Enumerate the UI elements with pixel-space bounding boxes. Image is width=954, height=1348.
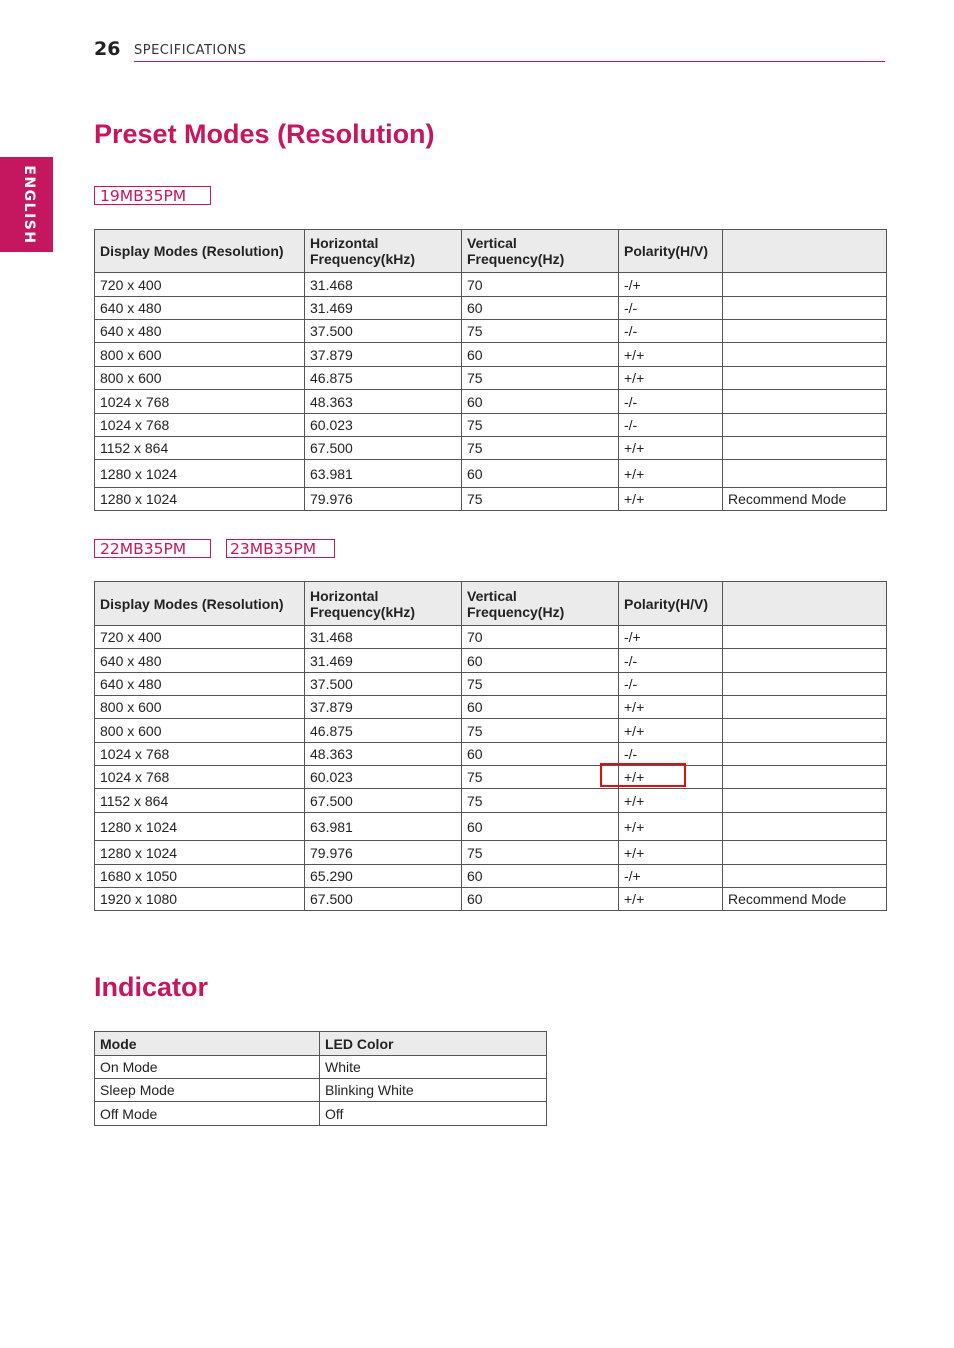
table-cell: 1280 x 1024 xyxy=(95,460,305,488)
table-cell: 800 x 600 xyxy=(95,696,305,719)
preset-modes-table-22-23mb35pm xyxy=(94,581,887,911)
table-cell: 1280 x 1024 xyxy=(95,813,305,841)
table-cell xyxy=(723,743,887,766)
table-row xyxy=(95,813,887,841)
table-cell: 79.976 xyxy=(305,841,462,865)
table-row xyxy=(95,888,887,911)
table-cell: -/- xyxy=(619,390,723,414)
table-cell xyxy=(723,320,887,343)
indicator-title: Indicator xyxy=(94,972,209,1002)
table-cell xyxy=(723,390,887,414)
table-cell: 75 xyxy=(462,320,619,343)
table-cell: 75 xyxy=(462,488,619,511)
table-cell: 720 x 400 xyxy=(95,626,305,649)
table-row xyxy=(95,841,887,865)
table-cell: 48.363 xyxy=(305,390,462,414)
highlight-box xyxy=(600,763,686,787)
indicator-table xyxy=(94,1031,547,1126)
table-cell: 1680 x 1050 xyxy=(95,865,305,888)
model-tag-22mb35pm: 22MB35PM xyxy=(94,539,211,558)
language-tab-label: ENGLISH xyxy=(21,165,37,245)
table-row xyxy=(95,414,887,437)
table-header-row xyxy=(95,582,887,626)
table-cell: -/+ xyxy=(619,626,723,649)
table-cell: 640 x 480 xyxy=(95,297,305,320)
table-cell xyxy=(723,343,887,367)
table-cell: +/+ xyxy=(619,888,723,911)
table-cell: 60.023 xyxy=(305,414,462,437)
table-cell: 67.500 xyxy=(305,789,462,813)
table-cell xyxy=(723,841,887,865)
table-row xyxy=(95,460,887,488)
table-row xyxy=(95,367,887,390)
col-horizontal-frequency: Horizontal Frequency(kHz) xyxy=(305,582,462,626)
language-tab xyxy=(0,157,53,252)
table-cell xyxy=(723,719,887,743)
header-divider xyxy=(134,61,885,62)
table-row xyxy=(95,673,887,696)
table-cell: 1024 x 768 xyxy=(95,743,305,766)
page-number: 26 xyxy=(94,38,121,60)
table-cell xyxy=(723,865,887,888)
preset-modes-table-19mb35pm xyxy=(94,229,887,511)
table-cell: 63.981 xyxy=(305,460,462,488)
table-cell xyxy=(723,673,887,696)
col-polarity: Polarity(H/V) xyxy=(619,230,723,273)
table-cell xyxy=(723,626,887,649)
table-cell: White xyxy=(320,1056,547,1079)
table-cell: -/- xyxy=(619,649,723,673)
table-cell: 1280 x 1024 xyxy=(95,488,305,511)
table-cell xyxy=(723,297,887,320)
table-body xyxy=(95,626,887,911)
table-cell xyxy=(723,437,887,460)
table-row xyxy=(95,488,887,511)
table-row xyxy=(95,1102,547,1126)
table-cell: 46.875 xyxy=(305,719,462,743)
table-cell: 67.500 xyxy=(305,437,462,460)
table-cell: 31.468 xyxy=(305,273,462,297)
table-cell: 65.290 xyxy=(305,865,462,888)
table-cell: 70 xyxy=(462,626,619,649)
table-cell: 75 xyxy=(462,841,619,865)
table-cell xyxy=(723,766,887,789)
table-cell: 640 x 480 xyxy=(95,649,305,673)
table-cell: 48.363 xyxy=(305,743,462,766)
table-cell xyxy=(723,649,887,673)
table-cell xyxy=(723,273,887,297)
table-cell xyxy=(723,696,887,719)
table-row xyxy=(95,437,887,460)
table-cell: 37.500 xyxy=(305,320,462,343)
table-cell: 1152 x 864 xyxy=(95,437,305,460)
table-row xyxy=(95,297,887,320)
table-cell: Off xyxy=(320,1102,547,1126)
table-row xyxy=(95,766,887,789)
table-cell: 75 xyxy=(462,766,619,789)
table-cell: +/+ xyxy=(619,766,723,789)
table-cell: 800 x 600 xyxy=(95,719,305,743)
model-tag-23mb35pm: 23MB35PM xyxy=(226,539,335,558)
col-polarity: Polarity(H/V) xyxy=(619,582,723,626)
table-cell: 1024 x 768 xyxy=(95,766,305,789)
table-cell: +/+ xyxy=(619,841,723,865)
table-cell: 75 xyxy=(462,789,619,813)
table-row xyxy=(95,343,887,367)
table-cell: 75 xyxy=(462,673,619,696)
table-cell: 60 xyxy=(462,649,619,673)
table-cell: 70 xyxy=(462,273,619,297)
table-cell: +/+ xyxy=(619,813,723,841)
table-row xyxy=(95,1056,547,1079)
table-cell: 720 x 400 xyxy=(95,273,305,297)
table-cell: 37.879 xyxy=(305,343,462,367)
table-header-row xyxy=(95,1032,547,1056)
table-cell: 1920 x 1080 xyxy=(95,888,305,911)
table-cell: -/- xyxy=(619,297,723,320)
preset-modes-title: Preset Modes (Resolution) xyxy=(94,119,435,149)
table-cell: 800 x 600 xyxy=(95,367,305,390)
table-cell: 1152 x 864 xyxy=(95,789,305,813)
table-cell: 37.879 xyxy=(305,696,462,719)
table-cell: Sleep Mode xyxy=(95,1079,320,1102)
table-cell: +/+ xyxy=(619,437,723,460)
table-cell: 60 xyxy=(462,743,619,766)
table-cell: 79.976 xyxy=(305,488,462,511)
table-cell: 60.023 xyxy=(305,766,462,789)
table-row xyxy=(95,696,887,719)
table-cell: 67.500 xyxy=(305,888,462,911)
table-row xyxy=(95,743,887,766)
table-row xyxy=(95,626,887,649)
table-cell: Blinking White xyxy=(320,1079,547,1102)
table-cell: +/+ xyxy=(619,460,723,488)
table-row xyxy=(95,865,887,888)
table-cell: 60 xyxy=(462,696,619,719)
table-cell: Recommend Mode xyxy=(723,888,887,911)
table-body xyxy=(95,273,887,511)
table-cell: 63.981 xyxy=(305,813,462,841)
table-cell: -/- xyxy=(619,414,723,437)
table-cell: Recommend Mode xyxy=(723,488,887,511)
table-cell: 75 xyxy=(462,367,619,390)
table-cell: 60 xyxy=(462,813,619,841)
table-cell: On Mode xyxy=(95,1056,320,1079)
table-cell: +/+ xyxy=(619,488,723,511)
table-cell: 1024 x 768 xyxy=(95,390,305,414)
table-row xyxy=(95,1079,547,1102)
table-cell xyxy=(723,813,887,841)
table-body xyxy=(95,1056,547,1126)
table-cell: +/+ xyxy=(619,719,723,743)
col-display-modes: Display Modes (Resolution) xyxy=(95,582,305,626)
table-cell: 1024 x 768 xyxy=(95,414,305,437)
col-mode: Mode xyxy=(95,1032,320,1056)
table-cell: 60 xyxy=(462,297,619,320)
table-cell: 60 xyxy=(462,888,619,911)
table-cell: 640 x 480 xyxy=(95,673,305,696)
col-vertical-frequency: Vertical Frequency(Hz) xyxy=(462,582,619,626)
table-header-row xyxy=(95,230,887,273)
table-cell: 800 x 600 xyxy=(95,343,305,367)
table-cell xyxy=(723,367,887,390)
table-row xyxy=(95,789,887,813)
table-cell xyxy=(723,789,887,813)
table-cell: +/+ xyxy=(619,367,723,390)
table-cell: 31.469 xyxy=(305,297,462,320)
table-cell: 640 x 480 xyxy=(95,320,305,343)
table-cell: 31.468 xyxy=(305,626,462,649)
table-cell xyxy=(723,460,887,488)
table-cell: +/+ xyxy=(619,789,723,813)
model-tag-19mb35pm: 19MB35PM xyxy=(94,186,211,205)
table-cell: 1280 x 1024 xyxy=(95,841,305,865)
table-cell: -/+ xyxy=(619,273,723,297)
table-cell: 75 xyxy=(462,414,619,437)
table-cell: 75 xyxy=(462,437,619,460)
table-row xyxy=(95,390,887,414)
col-notes xyxy=(723,230,887,273)
table-cell: -/- xyxy=(619,320,723,343)
col-led-color: LED Color xyxy=(320,1032,547,1056)
table-cell: -/- xyxy=(619,743,723,766)
table-cell: -/- xyxy=(619,673,723,696)
table-cell: +/+ xyxy=(619,343,723,367)
table-cell: 60 xyxy=(462,343,619,367)
table-cell: 37.500 xyxy=(305,673,462,696)
col-notes xyxy=(723,582,887,626)
table-row xyxy=(95,649,887,673)
col-display-modes: Display Modes (Resolution) xyxy=(95,230,305,273)
table-cell: 75 xyxy=(462,719,619,743)
col-vertical-frequency: Vertical Frequency(Hz) xyxy=(462,230,619,273)
col-horizontal-frequency: Horizontal Frequency(kHz) xyxy=(305,230,462,273)
table-row xyxy=(95,320,887,343)
table-cell: 60 xyxy=(462,865,619,888)
table-cell: 31.469 xyxy=(305,649,462,673)
table-cell: 60 xyxy=(462,390,619,414)
table-cell: 60 xyxy=(462,460,619,488)
table-row xyxy=(95,273,887,297)
table-cell: -/+ xyxy=(619,865,723,888)
table-cell: +/+ xyxy=(619,696,723,719)
table-cell xyxy=(723,414,887,437)
section-label: SPECIFICATIONS xyxy=(134,43,247,58)
table-row xyxy=(95,719,887,743)
table-cell: Off Mode xyxy=(95,1102,320,1126)
table-cell: 46.875 xyxy=(305,367,462,390)
